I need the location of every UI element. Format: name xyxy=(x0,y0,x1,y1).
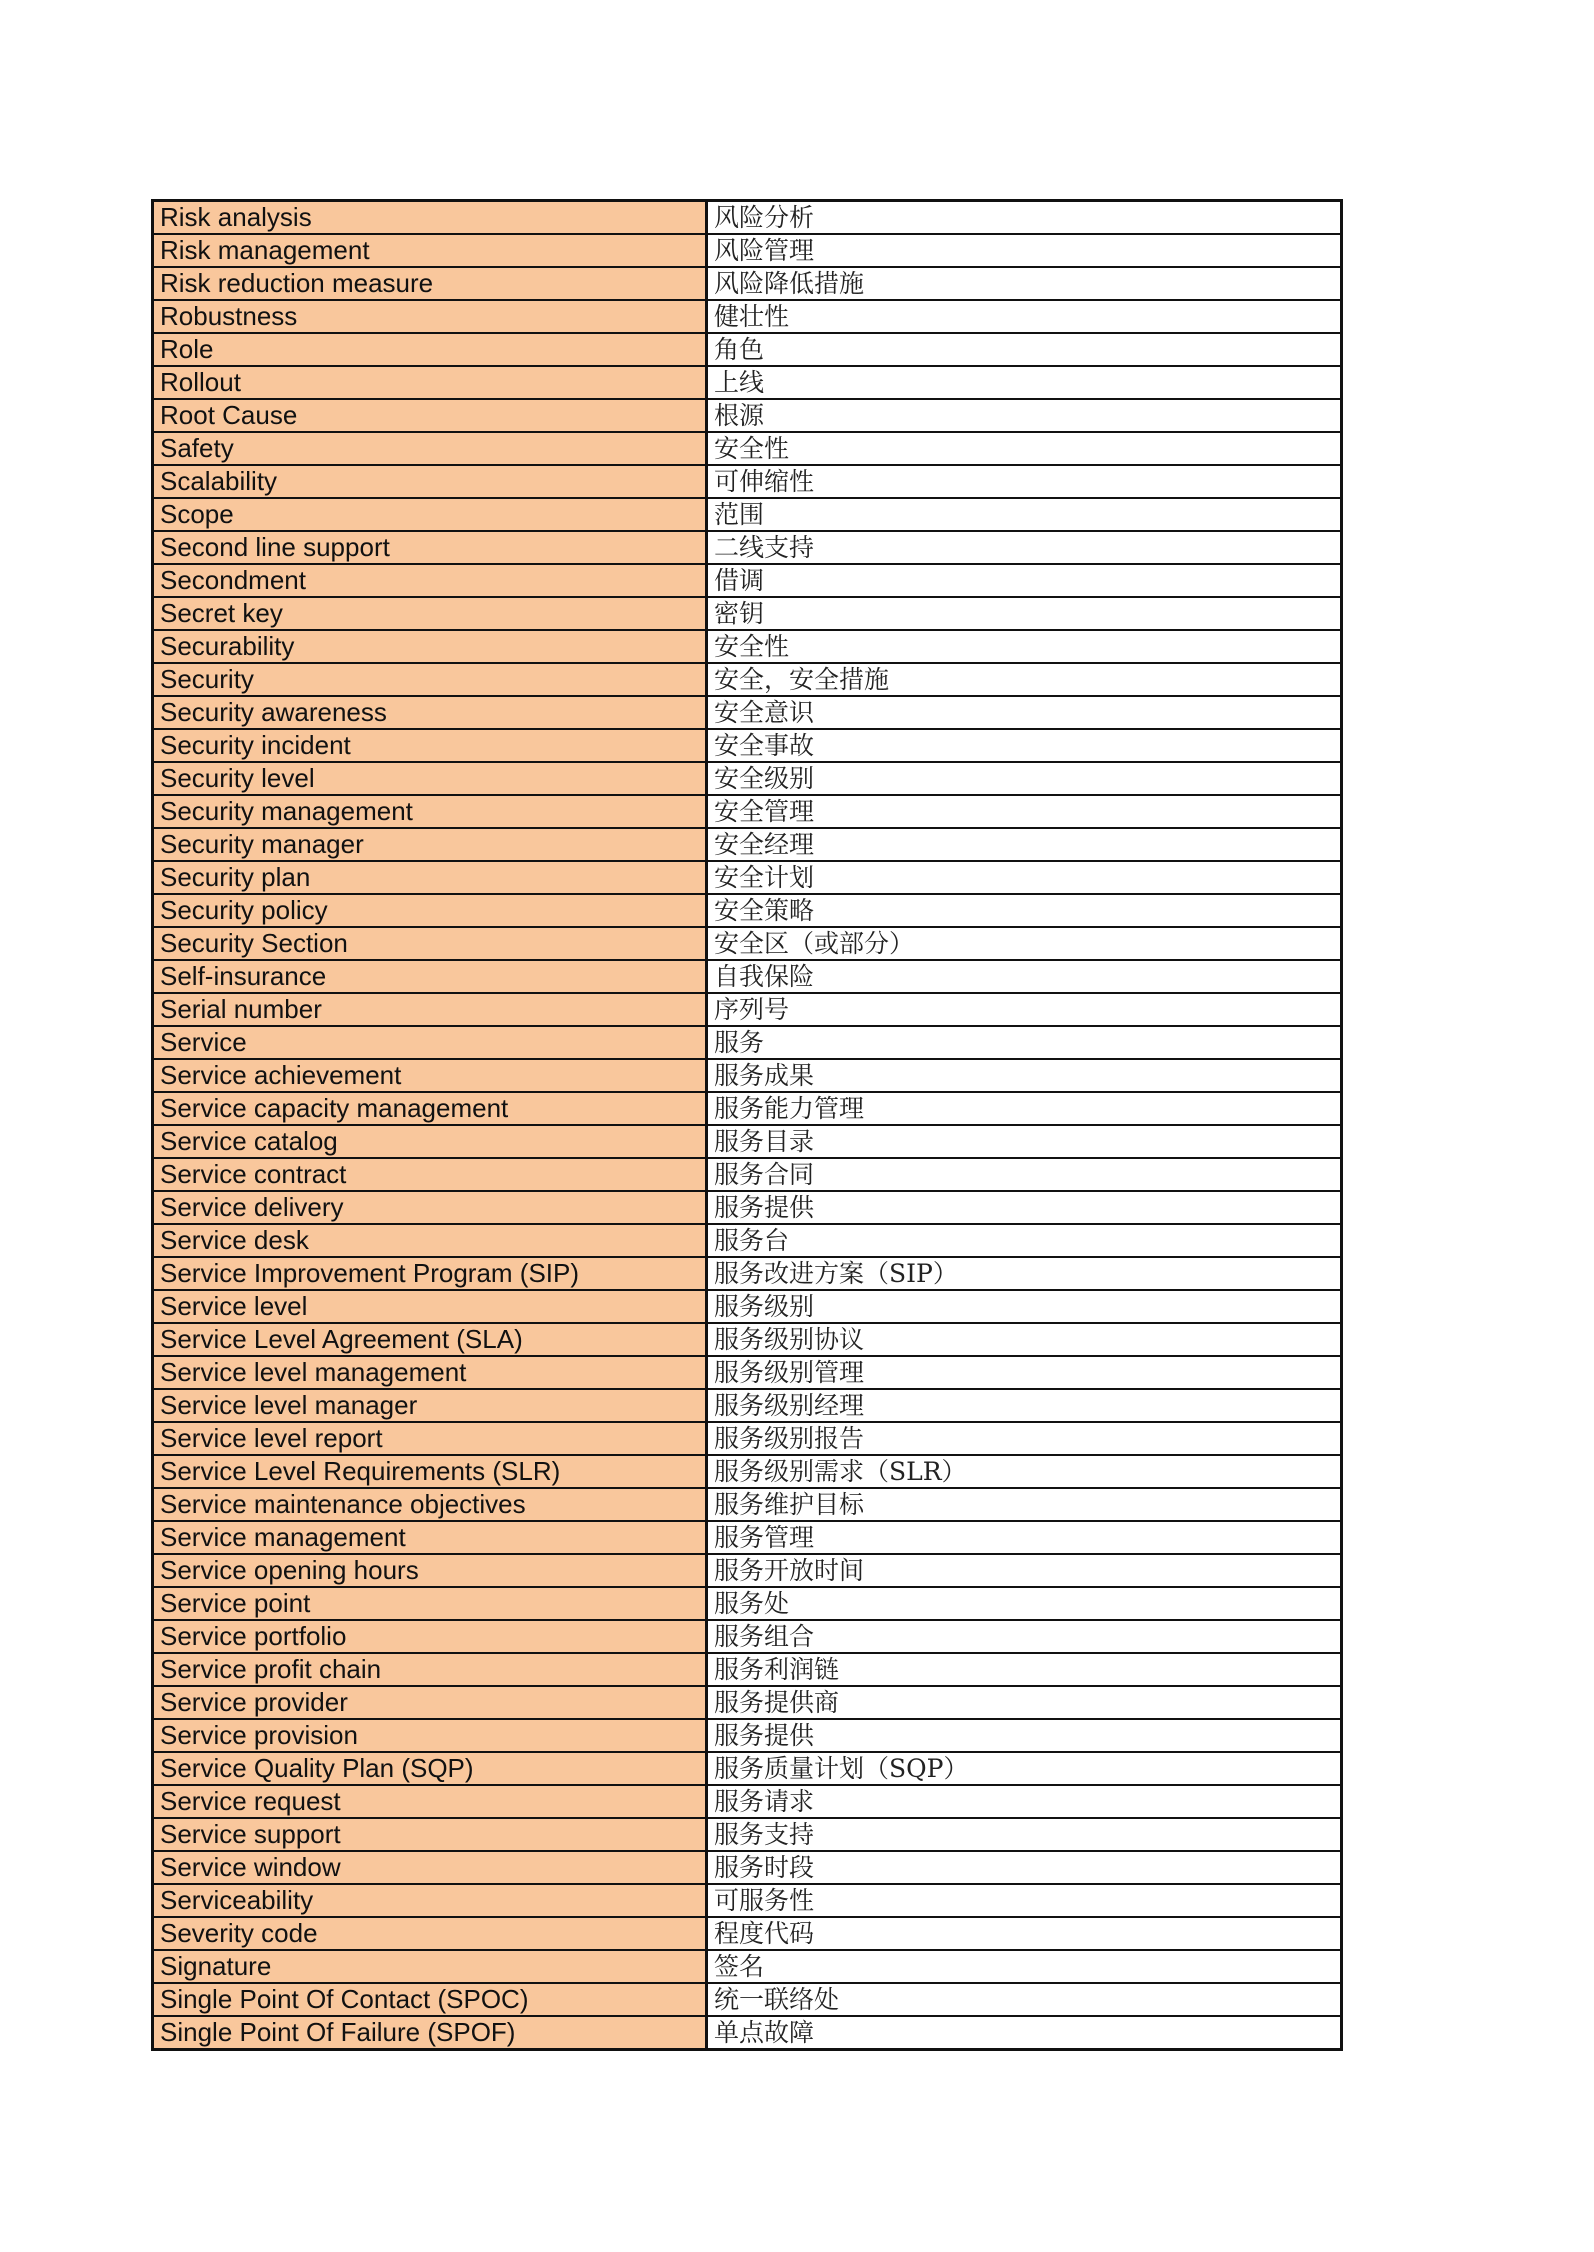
term-chinese: 借调 xyxy=(707,564,1342,597)
term-chinese: 安全事故 xyxy=(707,729,1342,762)
term-english: Single Point Of Failure (SPOF) xyxy=(153,2016,707,2050)
term-chinese: 安全经理 xyxy=(707,828,1342,861)
table-row xyxy=(153,1554,1342,1587)
term-english: Service provision xyxy=(153,1719,707,1752)
term-english: Service level manager xyxy=(153,1389,707,1422)
table-row xyxy=(153,1191,1342,1224)
term-english: Service desk xyxy=(153,1224,707,1257)
table-row xyxy=(153,1719,1342,1752)
term-chinese: 服务级别需求（SLR） xyxy=(707,1455,1342,1488)
term-chinese: 健壮性 xyxy=(707,300,1342,333)
table-row xyxy=(153,927,1342,960)
term-english: Service support xyxy=(153,1818,707,1851)
term-english: Service maintenance objectives xyxy=(153,1488,707,1521)
term-english: Security policy xyxy=(153,894,707,927)
table-row xyxy=(153,795,1342,828)
term-english: Service point xyxy=(153,1587,707,1620)
table-row xyxy=(153,1686,1342,1719)
table-row xyxy=(153,1917,1342,1950)
glossary-body xyxy=(153,201,1342,2050)
table-row xyxy=(153,1290,1342,1323)
term-english: Service window xyxy=(153,1851,707,1884)
table-row xyxy=(153,300,1342,333)
term-english: Service capacity management xyxy=(153,1092,707,1125)
term-english: Secret key xyxy=(153,597,707,630)
term-english: Serial number xyxy=(153,993,707,1026)
table-row xyxy=(153,1323,1342,1356)
term-chinese: 服务级别 xyxy=(707,1290,1342,1323)
table-row xyxy=(153,1389,1342,1422)
term-english: Service profit chain xyxy=(153,1653,707,1686)
term-chinese: 安全管理 xyxy=(707,795,1342,828)
table-row xyxy=(153,1488,1342,1521)
table-row xyxy=(153,894,1342,927)
term-chinese: 服务支持 xyxy=(707,1818,1342,1851)
table-row xyxy=(153,1620,1342,1653)
term-english: Service Quality Plan (SQP) xyxy=(153,1752,707,1785)
term-english: Security incident xyxy=(153,729,707,762)
table-row xyxy=(153,465,1342,498)
term-chinese: 程度代码 xyxy=(707,1917,1342,1950)
table-row xyxy=(153,1785,1342,1818)
term-chinese: 序列号 xyxy=(707,993,1342,1026)
term-english: Security manager xyxy=(153,828,707,861)
term-chinese: 安全性 xyxy=(707,630,1342,663)
table-row xyxy=(153,663,1342,696)
table-row xyxy=(153,1818,1342,1851)
table-row xyxy=(153,531,1342,564)
table-row xyxy=(153,1587,1342,1620)
term-chinese: 服务处 xyxy=(707,1587,1342,1620)
term-chinese: 服务维护目标 xyxy=(707,1488,1342,1521)
term-chinese: 服务提供商 xyxy=(707,1686,1342,1719)
term-chinese: 服务成果 xyxy=(707,1059,1342,1092)
table-row xyxy=(153,1257,1342,1290)
term-english: Robustness xyxy=(153,300,707,333)
term-chinese: 上线 xyxy=(707,366,1342,399)
term-chinese: 服务提供 xyxy=(707,1719,1342,1752)
term-chinese: 服务合同 xyxy=(707,1158,1342,1191)
table-row xyxy=(153,2016,1342,2050)
table-row xyxy=(153,1026,1342,1059)
term-chinese: 服务级别协议 xyxy=(707,1323,1342,1356)
term-english: Risk management xyxy=(153,234,707,267)
table-row xyxy=(153,1851,1342,1884)
term-chinese: 单点故障 xyxy=(707,2016,1342,2050)
table-row xyxy=(153,1653,1342,1686)
table-row xyxy=(153,399,1342,432)
term-chinese: 服务台 xyxy=(707,1224,1342,1257)
term-chinese: 范围 xyxy=(707,498,1342,531)
term-chinese: 服务级别经理 xyxy=(707,1389,1342,1422)
term-chinese: 服务质量计划（SQP） xyxy=(707,1752,1342,1785)
term-chinese: 服务目录 xyxy=(707,1125,1342,1158)
term-english: Service contract xyxy=(153,1158,707,1191)
term-english: Service request xyxy=(153,1785,707,1818)
term-chinese: 服务组合 xyxy=(707,1620,1342,1653)
term-english: Rollout xyxy=(153,366,707,399)
table-row xyxy=(153,564,1342,597)
term-english: Security xyxy=(153,663,707,696)
term-chinese: 服务开放时间 xyxy=(707,1554,1342,1587)
term-english: Risk analysis xyxy=(153,201,707,235)
table-row xyxy=(153,1752,1342,1785)
table-row xyxy=(153,597,1342,630)
term-chinese: 服务提供 xyxy=(707,1191,1342,1224)
term-chinese: 服务级别报告 xyxy=(707,1422,1342,1455)
term-english: Self-insurance xyxy=(153,960,707,993)
table-row xyxy=(153,333,1342,366)
term-english: Safety xyxy=(153,432,707,465)
term-english: Service xyxy=(153,1026,707,1059)
term-chinese: 二线支持 xyxy=(707,531,1342,564)
term-chinese: 签名 xyxy=(707,1950,1342,1983)
term-english: Signature xyxy=(153,1950,707,1983)
table-row xyxy=(153,696,1342,729)
table-row xyxy=(153,498,1342,531)
term-english: Security awareness xyxy=(153,696,707,729)
term-english: Single Point Of Contact (SPOC) xyxy=(153,1983,707,2016)
term-english: Secondment xyxy=(153,564,707,597)
table-row xyxy=(153,1158,1342,1191)
table-row xyxy=(153,729,1342,762)
term-chinese: 角色 xyxy=(707,333,1342,366)
table-row xyxy=(153,1224,1342,1257)
table-row xyxy=(153,762,1342,795)
table-row xyxy=(153,861,1342,894)
term-english: Security plan xyxy=(153,861,707,894)
term-english: Risk reduction measure xyxy=(153,267,707,300)
term-chinese: 服务 xyxy=(707,1026,1342,1059)
term-chinese: 服务请求 xyxy=(707,1785,1342,1818)
term-chinese: 风险管理 xyxy=(707,234,1342,267)
term-chinese: 安全意识 xyxy=(707,696,1342,729)
table-row xyxy=(153,432,1342,465)
term-chinese: 风险降低措施 xyxy=(707,267,1342,300)
term-chinese: 服务级别管理 xyxy=(707,1356,1342,1389)
term-chinese: 安全区（或部分） xyxy=(707,927,1342,960)
term-english: Security Section xyxy=(153,927,707,960)
table-row xyxy=(153,1092,1342,1125)
term-english: Service opening hours xyxy=(153,1554,707,1587)
term-english: Security level xyxy=(153,762,707,795)
term-english: Service delivery xyxy=(153,1191,707,1224)
table-row xyxy=(153,1422,1342,1455)
term-chinese: 可伸缩性 xyxy=(707,465,1342,498)
table-row xyxy=(153,828,1342,861)
term-english: Service Improvement Program (SIP) xyxy=(153,1257,707,1290)
table-row xyxy=(153,1125,1342,1158)
term-english: Securability xyxy=(153,630,707,663)
table-row xyxy=(153,960,1342,993)
term-english: Service level management xyxy=(153,1356,707,1389)
term-english: Second line support xyxy=(153,531,707,564)
term-chinese: 统一联络处 xyxy=(707,1983,1342,2016)
term-english: Role xyxy=(153,333,707,366)
table-row xyxy=(153,1356,1342,1389)
table-row xyxy=(153,1059,1342,1092)
term-english: Service portfolio xyxy=(153,1620,707,1653)
term-english: Serviceability xyxy=(153,1884,707,1917)
term-english: Service Level Requirements (SLR) xyxy=(153,1455,707,1488)
term-english: Severity code xyxy=(153,1917,707,1950)
table-row xyxy=(153,201,1342,235)
term-chinese: 安全性 xyxy=(707,432,1342,465)
term-chinese: 安全级别 xyxy=(707,762,1342,795)
term-english: Service achievement xyxy=(153,1059,707,1092)
table-row xyxy=(153,630,1342,663)
table-row xyxy=(153,1884,1342,1917)
table-row xyxy=(153,1455,1342,1488)
term-chinese: 服务时段 xyxy=(707,1851,1342,1884)
term-chinese: 服务改进方案（SIP） xyxy=(707,1257,1342,1290)
glossary-table xyxy=(151,199,1343,2051)
term-english: Service level xyxy=(153,1290,707,1323)
term-chinese: 安全策略 xyxy=(707,894,1342,927)
term-english: Scalability xyxy=(153,465,707,498)
term-chinese: 可服务性 xyxy=(707,1884,1342,1917)
term-english: Service catalog xyxy=(153,1125,707,1158)
term-chinese: 根源 xyxy=(707,399,1342,432)
term-chinese: 服务管理 xyxy=(707,1521,1342,1554)
term-chinese: 安全，安全措施 xyxy=(707,663,1342,696)
term-chinese: 自我保险 xyxy=(707,960,1342,993)
table-row xyxy=(153,366,1342,399)
term-chinese: 风险分析 xyxy=(707,201,1342,235)
term-chinese: 安全计划 xyxy=(707,861,1342,894)
table-row xyxy=(153,1983,1342,2016)
term-chinese: 密钥 xyxy=(707,597,1342,630)
term-chinese: 服务能力管理 xyxy=(707,1092,1342,1125)
term-english: Service provider xyxy=(153,1686,707,1719)
term-english: Root Cause xyxy=(153,399,707,432)
table-row xyxy=(153,234,1342,267)
term-english: Service management xyxy=(153,1521,707,1554)
table-row xyxy=(153,993,1342,1026)
term-english: Security management xyxy=(153,795,707,828)
term-english: Scope xyxy=(153,498,707,531)
term-english: Service Level Agreement (SLA) xyxy=(153,1323,707,1356)
table-row xyxy=(153,267,1342,300)
table-row xyxy=(153,1950,1342,1983)
term-chinese: 服务利润链 xyxy=(707,1653,1342,1686)
term-english: Service level report xyxy=(153,1422,707,1455)
table-row xyxy=(153,1521,1342,1554)
